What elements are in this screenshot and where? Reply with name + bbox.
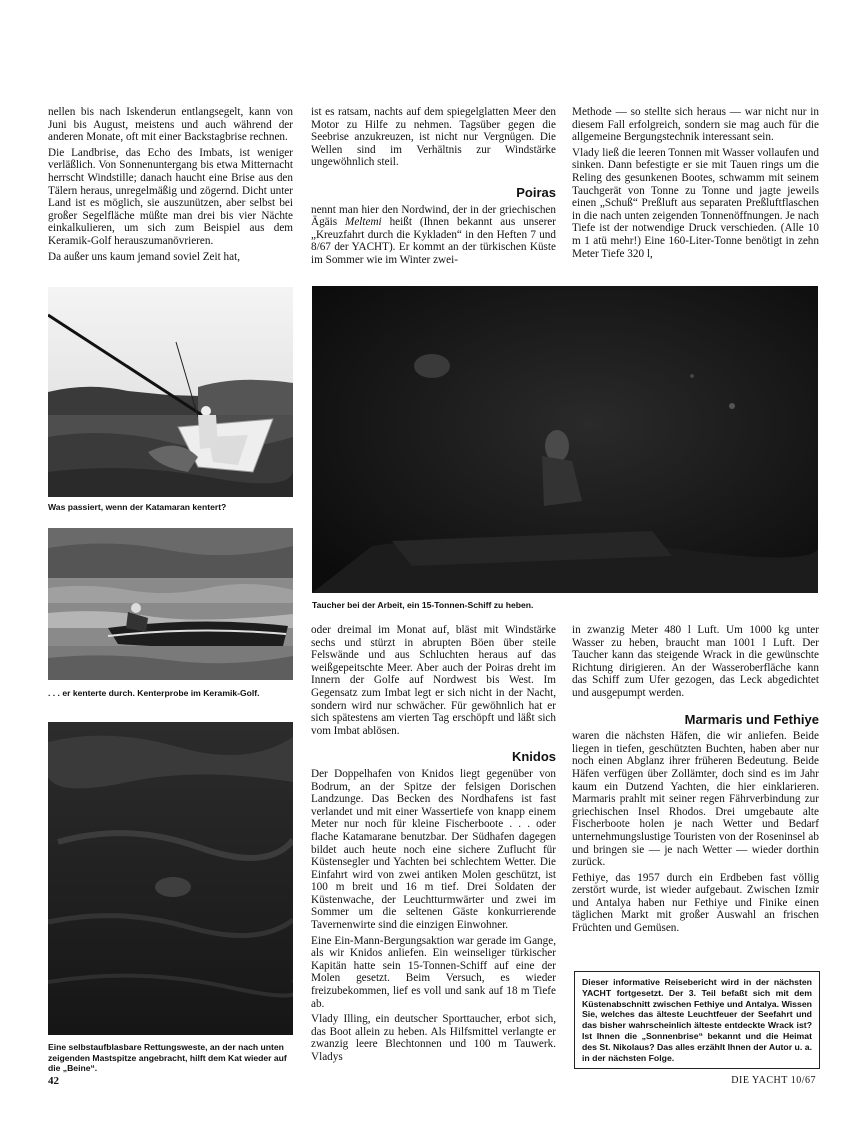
caption-photo-1: Was passiert, wenn der Katamaran kentert? (48, 502, 227, 512)
photo-diver-salvage (312, 286, 818, 593)
photo-inflatable-lifejacket (48, 722, 293, 1035)
section-heading-knidos: Knidos (511, 749, 556, 765)
page-number: 42 (48, 1075, 59, 1087)
paragraph: nellen bis nach Iskenderun entlangsegelt, kann von Juni bis August, meistens und auch während der anderen Monate, oft mit einer Backstagbrise rechnen. (48, 106, 293, 144)
paragraph: Methode — so stellte sich heraus — war nicht nur in diesem Fall erfolgreich, sondern sie mag auch für die allgemeine Bergungstechnik interessant sein. (572, 106, 819, 144)
paragraph: Der Doppelhafen von Knidos liegt gegenüber von Bodrum, an der Spitze der felsigen Dorischen Landzunge. Das Becken des Nordhafens ist fast verlandet und mit einer Wassertiefe von knapp einem Meter nur noch für kleine Fischerboote . . . oder flache Katamarane benutzbar. Der Südhafen dagegen bildet auch heute noch eine sichere Zuflucht für Küstensegler und Yachten bei schlechtem Wetter. Die Einfahrt wird von zwei antiken Molen geschützt, ist 100 m breit und 16 m tief. Drei Soldaten der Küstenwache, der Leuchtturmwärter und zwei im Sommer um die seltenen Gäste konkurrierende Tavernenwirte sind die einzigen Einwohner. (311, 767, 556, 932)
caption-diver-photo: Taucher bei der Arbeit, ein 15-Tonnen-Schiff zu heben. (312, 600, 534, 610)
caption-photo-2: . . . er kenterte durch. Kenterprobe im Keramik-Golf. (48, 688, 260, 698)
column-2-bottom-text (311, 624, 556, 1067)
caption-photo-3: Eine selbstaufblasbare Rettungsweste, an der nach unten zeigenden Mastspitze angebracht, hilft dem Kat wieder auf die „Beine“. (48, 1042, 287, 1073)
section-heading-marmaris-fethiye: Marmaris und Fethiye (684, 711, 819, 727)
paragraph: oder dreimal im Monat auf, bläst mit Windstärke sechs und stürzt in abrupten Böen über steile Felswände und aus Schluchten heraus auf das weißgepeitschte Meer. Aber auch der Poiras dreht im Innern der Golfe auf Nordwest bis West. Im Gegensatz zum Imbat legt er sich nicht in der Nacht, sondern wird nur schwächer. Für gewöhnlich hat er sich spätestens am vierten Tag erschöpft und läßt sich vom Imbat ablösen. (311, 624, 556, 737)
magazine-issue: DIE YACHT 10/67 (731, 1075, 816, 1086)
paragraph: Fethiye, das 1957 durch ein Erdbeben fast völlig zerstört wurde, ist wieder aufgebaut. Zwischen Izmir und Antalya haben nur Fethiye und Finike einen täglichen Markt mit großer Auswahl an frischen Früchten und Gemüsen. (572, 871, 819, 935)
column-1-text (48, 106, 293, 266)
paragraph: Vlady ließ die leeren Tonnen mit Wasser vollaufen und sinken. Dann befestigte er sie mit Tauen rings um die Reling des gesunkenen Bootes, schwamm mit seinem Tauchgerät von Tonne zu Tonne und jagte jeweils einen „Schuß“ Preßluft aus separaten Preßluftflaschen in die nach unten zeigenden Tonnenöffnungen. Je nach Tiefe ist der notwendige Druck verschieden. (Alle 10 m 1 atü mehr!) Eine 160-Liter-Tonne benötigt in zehn Meter Tiefe 320 l, (572, 146, 819, 260)
paragraph: ist es ratsam, nachts auf dem spiegelglatten Meer den Motor zu Hilfe zu nehmen. Tagsüber gegen die Seebrise anzukreuzen, ist nicht nur Vergnügen. Die Wellen sind im Verhältnis zur Windstärke ungewöhnlich steil. (311, 106, 556, 169)
paragraph: Vlady Illing, ein deutscher Sporttaucher, erbot sich, das Boot allein zu heben. Als Hilfsmittel verlangte er zwanzig leere Blechtonnen und 100 m Tauwerk. Vladys (311, 1013, 556, 1063)
preview-info-box: Dieser informative Reisebericht wird in der nächsten YACHT fortgesetzt. Der 3. Teil befaßt sich mit dem Küstenabschnitt zwischen Fethiye und Antalya. Wissen Sie, welches das älteste Leuchtfeuer der Seefahrt und das bisher wahrscheinlich älteste entdeckte Wrack ist? Ist Ihnen die „Sonnenbrise“ bekannt und die Heimat des St. Nikolaus? Das alles erzählt Ihnen der Autor u. a. in der nächsten Folge. (574, 971, 820, 1069)
paragraph: nennt man hier den Nordwind, der in der griechischen Ägäis Meltemi heißt (Ihnen bekannt aus unserer „Kreuzfahrt durch die Kykladen“ in den Heften 7 und 8/67 der YACHT). Er kommt an der türkischen Küste im Sommer wie im Winter zwei- (311, 203, 556, 266)
paragraph: Da außer uns kaum jemand soviel Zeit hat, (48, 250, 240, 263)
column-2-top-text (311, 106, 556, 270)
paragraph: waren die nächsten Häfen, die wir anliefen. Beide liegen in tiefen, geschützten Buchten, haben aber nur noch einen Abglanz ihrer früheren Bedeutung. Beide Häfen verfügen über Zollämter, doch sind es im Jahr kaum ein Dutzend Yachten, die hier einklarieren. Marmaris prahlt mit seiner regen Fährverbindung zur griechischen Insel Rhodos. Drei umgebaute alte Fischerboote holen je nach Wetter und Bedarf unternehmungslustige Touristen von der Roseninsel ab und bringen sie — je nach Wetter — wieder dorthin zurück. (572, 730, 819, 869)
column-3-bottom-text (572, 624, 819, 938)
paragraph: Eine Ein-Mann-Bergungsaktion war gerade im Gange, als wir Knidos anliefen. Ein weinseliger türkischer Kapitän hatte sein 15-Tonnen-Schiff auf eine der Molen gesetzt. Beim Versuch, es wieder freizubekommen, lief es voll und sank auf 18 m Tiefe ab. (311, 934, 556, 1010)
photo-catamaran-capsizing (48, 287, 293, 497)
section-heading-poiras: Poiras (516, 184, 556, 200)
column-3-top-text (572, 106, 819, 263)
photo-catamaran-capsized (48, 528, 293, 680)
paragraph: in zwanzig Meter 480 l Luft. Um 1000 kg unter Wasser zu heben, braucht man 1001 l Luft. Der Taucher kann das steigende Wrack in die gewünschte Richtung dirigieren. An der Wasseroberfläche kann das Schiff zum Ufer gezogen, das Leck abgedichtet und ausgepumpt werden. (572, 624, 819, 699)
paragraph: Die Landbrise, das Echo des Imbats, ist weniger verläßlich. Von Sonnenuntergang bis etwa Mitternacht herrscht Windstille; danach haucht eine Brise aus den Tälern heraus, unregelmäßig und zögernd. Dicht unter Land ist es möglich, sie auszunützen, aber selbst bei großer Segelfläche müßte man drei bis vier Nächte einkalkulieren, um sich zum Beispiel aus dem Keramik-Golf herauszumanövrieren. (48, 146, 293, 247)
